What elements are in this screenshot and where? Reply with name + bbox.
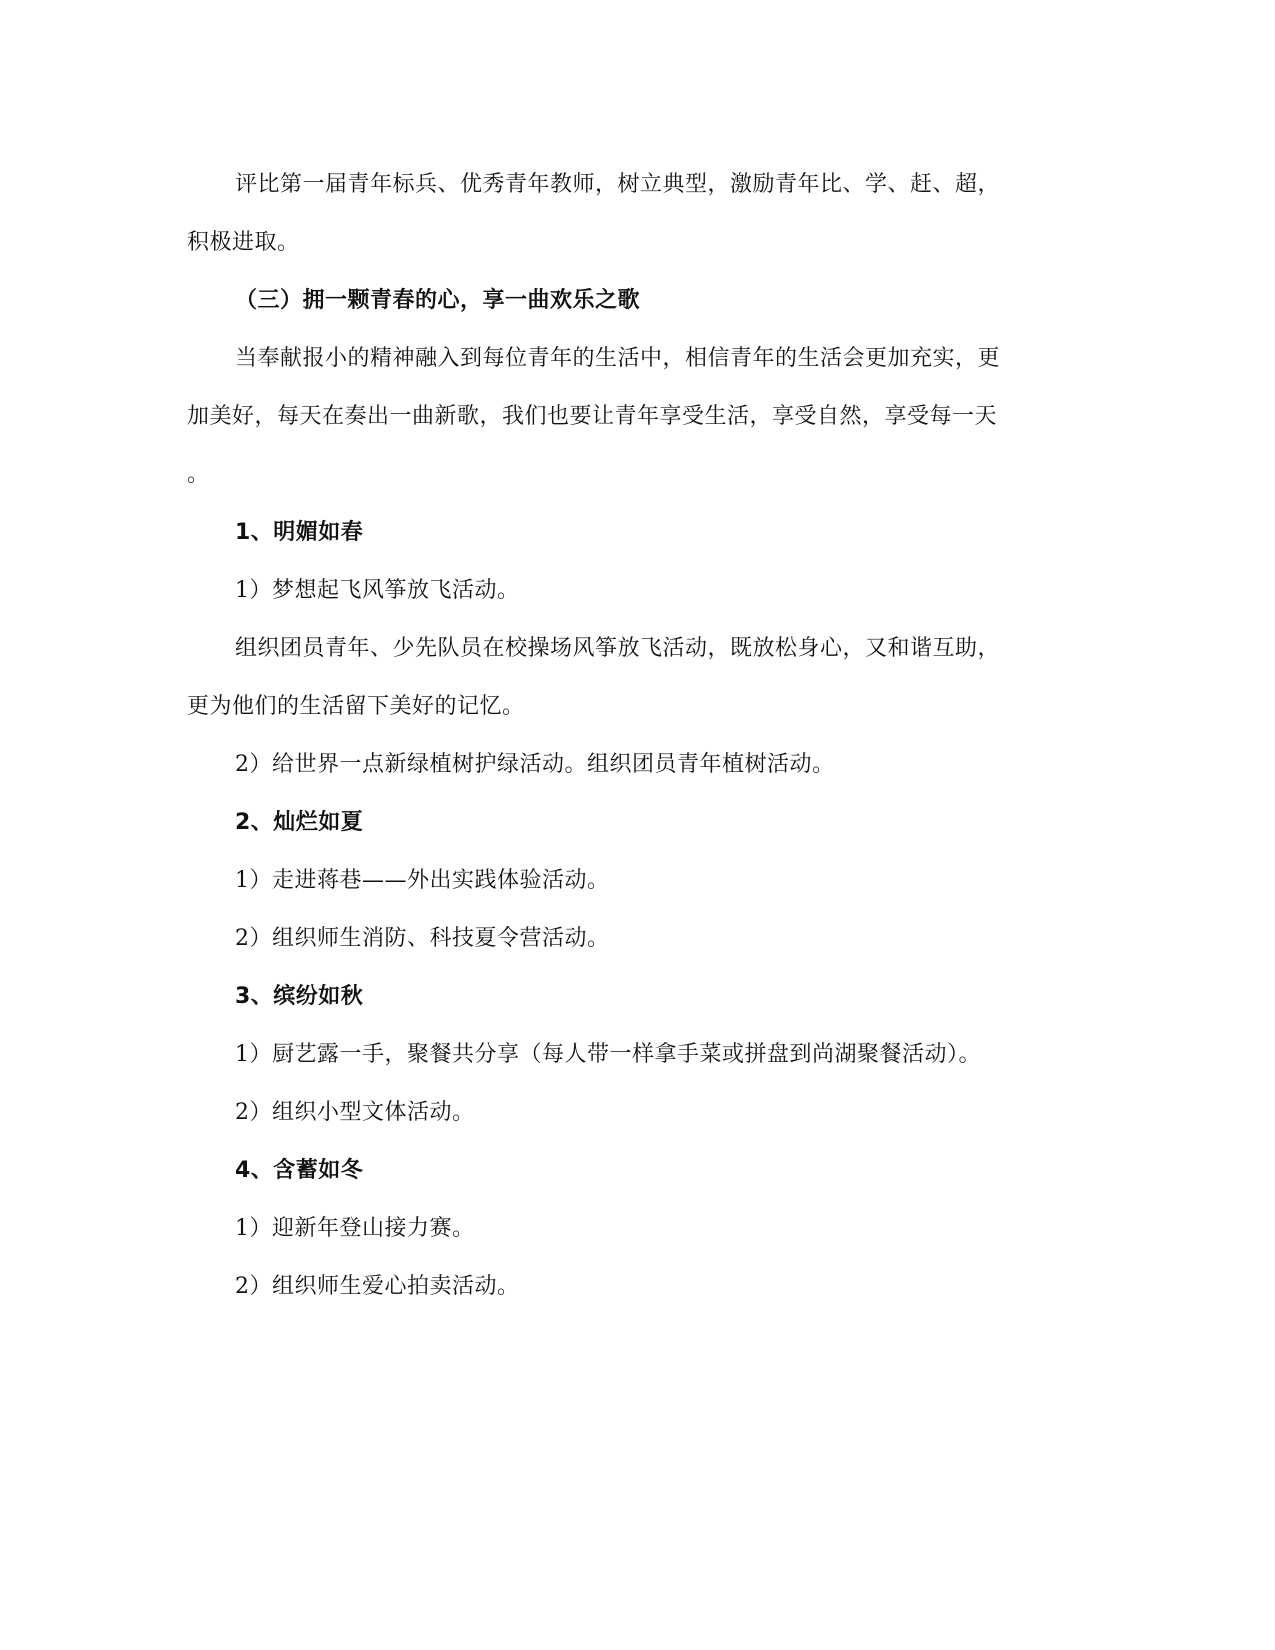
paragraph-line: 更为他们的生活留下美好的记忆。 — [187, 694, 525, 719]
paragraph-line: 当奉献报小的精神融入到每位青年的生活中，相信青年的生活会更加充实，更 — [235, 346, 1001, 371]
list-item: 1）迎新年登山接力赛。 — [235, 1216, 475, 1241]
list-item: 2）组织师生消防、科技夏令营活动。 — [235, 926, 610, 951]
subsection-heading: 3、缤纷如秋 — [235, 984, 364, 1009]
list-item: 1）走进蒋巷——外出实践体验活动。 — [235, 868, 610, 893]
list-item: 1）厨艺露一手，聚餐共分享（每人带一样拿手菜或拼盘到尚湖聚餐活动）。 — [235, 1042, 981, 1067]
section-heading: （三）拥一颗青春的心，享一曲欢乐之歌 — [235, 288, 641, 313]
subsection-heading: 4、含蓄如冬 — [235, 1158, 364, 1183]
paragraph-line: 积极进取。 — [187, 230, 300, 255]
list-item: 2）组织师生爱心拍卖活动。 — [235, 1274, 520, 1299]
paragraph-line: 。 — [187, 462, 210, 487]
paragraph-line: 组织团员青年、少先队员在校操场风筝放飞活动，既放松身心，又和谐互助， — [235, 636, 1001, 661]
list-item: 2）给世界一点新绿植树护绿活动。组织团员青年植树活动。 — [235, 752, 835, 777]
subsection-heading: 1、明媚如春 — [235, 520, 364, 545]
paragraph-line: 加美好，每天在奏出一曲新歌，我们也要让青年享受生活，享受自然，享受每一天 — [187, 404, 998, 429]
list-item: 2）组织小型文体活动。 — [235, 1100, 475, 1125]
subsection-heading: 2、灿烂如夏 — [235, 810, 364, 835]
list-item: 1）梦想起飞风筝放飞活动。 — [235, 578, 520, 603]
paragraph-line: 评比第一届青年标兵、优秀青年教师，树立典型，激励青年比、学、赶、超， — [235, 172, 1001, 197]
